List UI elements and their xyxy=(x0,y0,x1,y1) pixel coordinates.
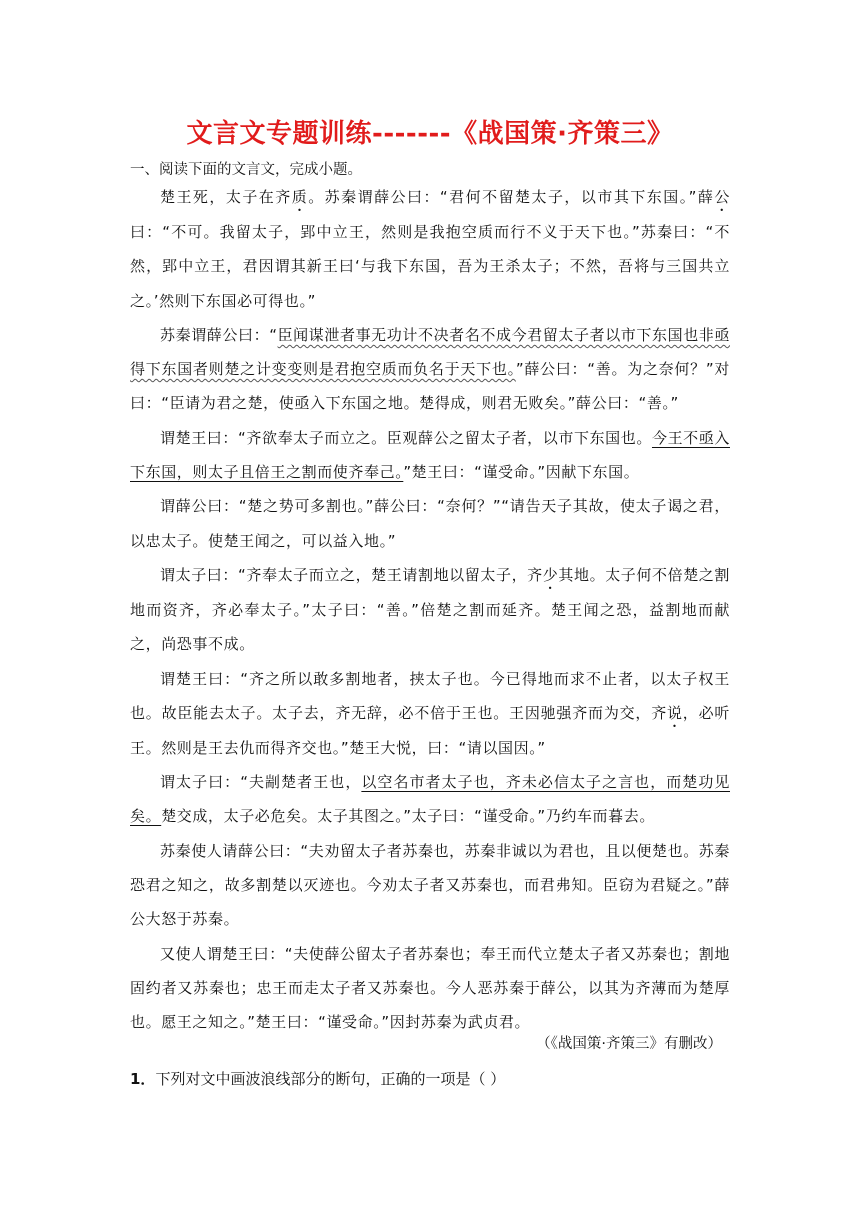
underlined-sentence: 今王不亟入下东国，则太子且倍王之割而使齐奉己。 xyxy=(130,428,730,482)
dotted-character: 少 xyxy=(542,565,559,584)
passage-text: 谓楚王曰：“齐之所以敢多割地者，挟太子也。今已得地而求不止者，以太子权王也。故臣能去太子。太子去，齐无辞，必不倍于王也。王因驰强齐而为交，齐 xyxy=(130,669,730,722)
passage-paragraph xyxy=(130,765,730,834)
passage-paragraph xyxy=(130,180,730,318)
passage-paragraph xyxy=(130,558,730,662)
passage-paragraph xyxy=(130,421,730,490)
passage-text: 曰：“不可。我留太子，郢中立王，然则是我抱空质而行不义于天下也。”苏秦曰：“不然，郢中立王，君因谓其新王曰‘与我下东国，吾为王杀太子；不然，吾将与三国共立之。’然则下东国必可得也。” xyxy=(130,223,730,310)
passage-paragraph xyxy=(130,489,730,558)
passage-text: 楚交成，太子必危矣。太子其图之。”太子曰：“谨受命。”乃约车而暮去。 xyxy=(161,807,655,826)
passage-text: 谓楚王曰：“齐欲奉太子而立之。臣观薛公之留太子者，以市下东国也。 xyxy=(160,428,652,447)
passage-text: 谓薛公曰：“楚之势可多割也。”薛公曰：“奈何？”“请告天子其故，使太子谒之君，以忠太子。使楚王闻之，可以益入地。” xyxy=(130,497,730,550)
passage-paragraph xyxy=(130,834,730,937)
passage-text: 楚王死，太子在齐 xyxy=(160,188,292,206)
passage-paragraph xyxy=(130,662,730,766)
dotted-character: 说 xyxy=(667,703,683,722)
passage-text: 。苏秦谓薛公曰：“君何不留楚太子，以市其下东国。”薛 xyxy=(308,188,715,206)
question-1 xyxy=(130,1068,505,1089)
classical-passage xyxy=(130,180,730,1040)
passage-text: 谓太子曰：“齐奉太子而立之，楚王请割地以留太子，齐 xyxy=(160,565,543,584)
dotted-character: 公 xyxy=(714,188,730,206)
question-text: 下列对文中画波浪线部分的断句，正确的一项是（ ） xyxy=(155,1070,506,1088)
dotted-character: 质 xyxy=(291,188,309,206)
passage-text: 谓太子曰：“夫剬楚者王也， xyxy=(160,773,362,792)
underlined-sentence: 以空名市者太子也，齐未必信太子之言也，而楚功见矣。 xyxy=(130,773,730,826)
page-title: 文言文专题训练-------《战国策·齐策三》 xyxy=(186,119,674,149)
source-note: （《战国策·齐策三》有删改） xyxy=(536,1036,722,1052)
passage-text: 其地。太子何不倍楚之割地而资齐，齐必奉太子。”太子曰：“善。”倍楚之割而延齐。楚王闻之恐，益割地而献之，尚恐事不成。 xyxy=(130,565,730,654)
passage-text: 又使人谓楚王曰：“夫使薛公留太子者苏秦也；奉王而代立楚太子者又苏秦也；割地固约者又苏秦也；忠王而走太子者又苏秦也。今人恶苏秦于薛公，以其为齐薄而为楚厚也。愿王之知之。”楚王曰：“谨受命。”因封苏秦为武贞君。 xyxy=(130,944,730,1032)
passage-text: ”薛公曰：“善。为之奈何？”对曰：“臣请为君之楚，使亟入下东国之地。楚得成，则君无败矣。”薛公曰：“善。” xyxy=(130,360,730,413)
passage-text: ，必听王。然则是王去仇而得齐交也。”楚王大悦，曰：“请以国因。” xyxy=(130,703,730,757)
passage-paragraph xyxy=(130,318,730,421)
passage-text: 苏秦使人请薛公曰：“夫劝留太子者苏秦也，苏秦非诚以为君也，且以便楚也。苏秦恐君之知之，故多割楚以灭迹也。今劝太子者又苏秦也，而君弗知。臣窃为君疑之。”薛公大怒于苏秦。 xyxy=(130,841,730,929)
wavy-underlined-sentence: 臣闻谋泄者事无功计不决者名不成今君留太子者以市下东国也非亟得下东国者则楚之计变变则是君抱空质而负名于天下也。 xyxy=(130,325,730,379)
passage-text: ”楚王曰：“谨受命。”因献下东国。 xyxy=(403,463,640,482)
section-heading: 一、阅读下面的文言文，完成小题。 xyxy=(130,162,362,178)
passage-paragraph xyxy=(130,937,730,1040)
passage-text: 苏秦谓薛公曰：“ xyxy=(160,325,278,344)
question-number: 1． xyxy=(130,1070,156,1088)
